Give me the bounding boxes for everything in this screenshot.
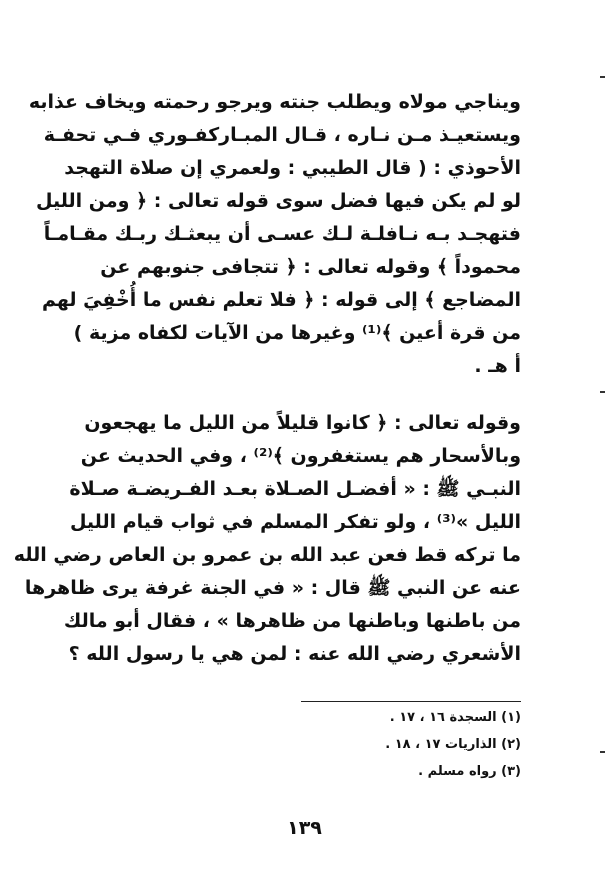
text-line: الأشعري رضي الله عنه : لمن هي يا رسول الله ؟ xyxy=(68,643,521,665)
footnote-item: (١) السجدة ١٦ ، ١٧ . xyxy=(389,710,521,725)
page-number: ١٣٩ xyxy=(287,817,322,839)
text-line: الليل »⁽³⁾ ، ولو تفكر المسلم في ثواب قيام الليل xyxy=(69,511,521,533)
text-line: من قرة أعين ﴾⁽¹⁾ وغيرها من الآيات لكفاه مزية ) xyxy=(73,322,521,344)
text-line: المضاجع ﴾ إلى قوله : ﴿ فلا تعلم نفس ما أُخْفِيَ لهم xyxy=(41,289,521,311)
text-line: محموداً ﴾ وقوله تعالى : ﴿ تتجافى جنوبهم عن xyxy=(100,256,521,278)
main-paragraph-1 xyxy=(28,86,521,383)
text-line: النبـي ﷺ : « أفضـل الصـلاة بعـد الفـريضـة صـلاة xyxy=(69,478,521,500)
footnote-item: (٢) الذاريات ١٧ ، ١٨ . xyxy=(385,737,521,752)
scan-edge-mark xyxy=(600,76,605,78)
main-paragraph-2 xyxy=(13,407,521,671)
text-line: أ هـ . xyxy=(474,355,521,377)
footnote-divider xyxy=(301,701,521,702)
scan-edge-mark xyxy=(600,391,605,393)
text-line: فتهجـد بـه نـافلـة لـك عسـى أن يبعثـك ربـك مقـامـاً xyxy=(43,223,521,245)
text-line: لو لم يكن فيها فضل سوى قوله تعالى : ﴿ ومن الليل xyxy=(35,190,521,212)
footnotes xyxy=(221,704,521,785)
footnote-item: (٣) رواه مسلم . xyxy=(418,764,521,779)
text-line: وبالأسحار هم يستغفرون ﴾⁽²⁾ ، وفي الحديث عن xyxy=(80,445,521,467)
text-line: من باطنها وباطنها من ظاهرها » ، فقال أبو مالك xyxy=(63,610,521,632)
text-line: وقوله تعالى : ﴿ كانوا قليلاً من الليل ما يهجعون xyxy=(84,412,521,434)
text-line: الأحوذي : ( قال الطيبي : ولعمري إن صلاة التهجد xyxy=(64,157,521,179)
text-line: ويناجي مولاه ويطلب جنته ويرجو رحمته ويخاف عذابه xyxy=(28,91,521,113)
text-line: ما تركه قط فعن عبد الله بن عمرو بن العاص رضي الله xyxy=(13,544,521,566)
text-line: عنه عن النبي ﷺ قال : « في الجنة غرفة يرى ظاهرها xyxy=(24,577,521,599)
text-line: ويستعيـذ مـن نـاره ، قـال المبـاركفـوري فـي تحفـة xyxy=(43,124,521,146)
scan-edge-mark xyxy=(600,751,605,753)
